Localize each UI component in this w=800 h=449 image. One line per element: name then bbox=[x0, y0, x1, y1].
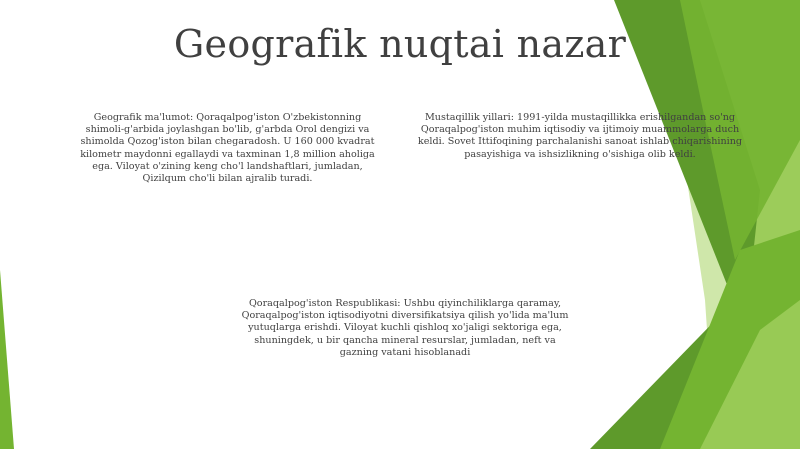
shape-left-bottom bbox=[0, 270, 14, 449]
paragraph-republic: Qoraqalpog'iston Respublikasi: Ushbu qiyinchiliklarga qaramay, Qoraqalpog'iston iqtisodiyotni diversifikatsiya qilish yo'lida ma'lum yutuqlarga erishdi. Viloyat kuchli qishloq xo'jaligi sektoriga ega, shuningdek, u bir qancha mineral resurslar, jumladan, neft va gazning vatani hisoblanadi bbox=[241, 298, 569, 358]
paragraph-geography: Geografik ma'lumot: Qoraqalpog'iston O'zbekistonning shimoli-g'arbida joylashgan bo'lib, g'arbda Orol dengizi va shimolda Qozog'iston bilan chegaradosh. U 160 000 kvadrat kilometr maydonni egallaydi va taxminan 1,8 million aholiga ega. Viloyat o'zining keng cho'l landshaftlari, jumladan, Qizilqum cho'li bilan ajralib turadi. bbox=[80, 112, 375, 185]
paragraph-independence: Mustaqillik yillari: 1991-yilda mustaqillikka erishilgandan so'ng Qoraqalpog'iston muhim iqtisodiy va ijtimoiy muammolarga duch keldi. Sovet Ittifoqining parchalanishi sanoat ishlab chiqarishining pasayishiga va ishsizlikning o'sishiga olib keldi. bbox=[417, 112, 743, 160]
slide-title: Geografik nuqtai nazar bbox=[173, 22, 627, 66]
